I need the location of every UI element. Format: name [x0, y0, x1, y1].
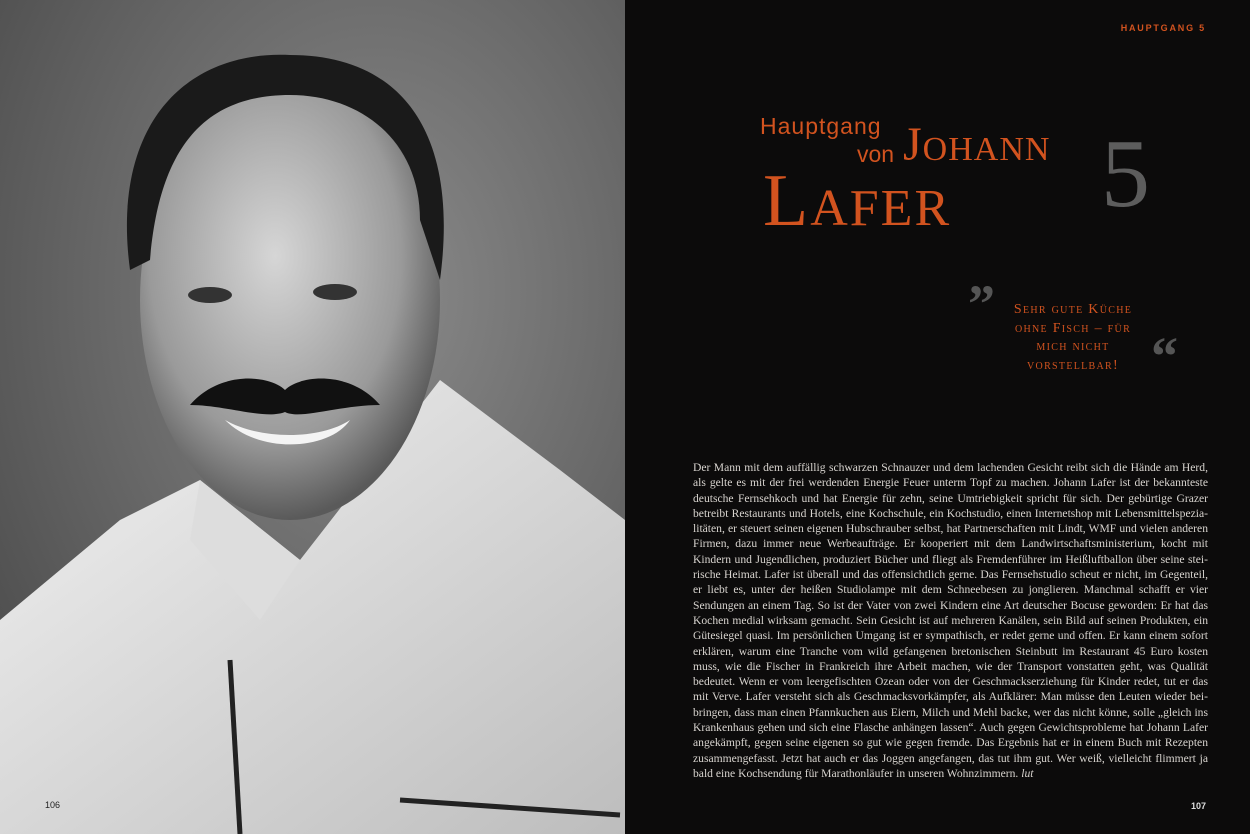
- author-initials: lut: [1021, 766, 1034, 780]
- page-number-right: 107: [1190, 801, 1206, 811]
- body-text: Der Mann mit dem auffällig schwarzen Schnauzer und dem lachenden Gesicht reibt sich die Hände am Herd, als gelte es mit der frei werdenden Energie Feuer unterm Topf zu machen. Johann Lafer ist der bekannteste deutsche Fernsehkoch und hat Energie für zehn, seine Umtriebigkeit spricht für sich. Der gebürtige Grazer betreibt Restaurants und Hotels, eine Kochschule, ein Kochstudio, einen Internetshop mit Lebensmittelspezialitäten, er steuert seinen eigenen Hubschrauber selbst, hat Partnerschaften mit Lindt, WMF und vielen anderen Firmen, dazu immer neue Werbeaufträge. Er kooperiert mit dem Landwirtschaftsministerium, kocht mit Kindern und Jugendlichen, produziert Bücher und fliegt als Fremdenführer im Heißluftballon über seine steirische Heimat. Lafer ist überall und das offensichtlich gerne. Das Fernsehstudio scheut er nicht, im Gegenteil, er liebt es, unter der heißen Studiolampe mit dem Schneebesen zu jonglieren. Manchmal schafft er vier Sendungen an einem Tag. So ist der Vater von zwei Kindern eine Art deutscher Bocuse geworden: Er hat das Kochen medial wirksam gemacht. Sein Gesicht ist auf mehreren Kanälen, sein Bild auf seinen Produkten, ein Gütesiegel quasi. Im persönlichen Umgang ist er sympathisch, er redet gerne und offen. Er kann einem sofort erklären, warum eine Tranche vom wild gefangenen bretonischen Steinbutt im Restaurant 45 Euro kosten muss, wie die Fischer in Frankreich ihre Arbeit machen, wie der Transport vonstatten geht, was Qualität bedeutet. Wenn er vom leergefischten Ozean oder von der Geschmackserziehung für Kinder redet, tut er das mit Verve. Lafer versteht sich als Geschmacksvorkämpfer, als Aufklärer: Man müsse den Leuten wieder beibringen, dass man einen Pfannkuchen aus Eiern, Milch und Mehl backe, wer das nicht könne, solle „gleich ins Krankenhaus gehen und sich eine Flasche anhängen lassen“. Auch gegen Gewichtsprobleme hat Johann Lafer angekämpft, gegen seine eigenen so gut wie gegen fremde. Das Ergebnis hat er in einem Buch mit Rezepten zusammengefasst. Jetzt hat auch er das Joggen angefangen, das tut ihm gut. Wer weiß, vielleicht flimmert ja bald eine Kochsendung für Marathonläufer in unseren Wohnzimmern.: [693, 461, 1208, 780]
- article-page: [625, 0, 1250, 834]
- title-von: von: [857, 141, 895, 167]
- title-last-name: Lafer: [763, 160, 952, 242]
- running-header: HAUPTGANG 5: [1120, 23, 1206, 33]
- pull-quote: Sehr gute Küche ohne Fisch – für mich nicht vorstellbar!: [1013, 302, 1133, 373]
- close-quote-mark: “: [1151, 326, 1178, 386]
- page-number-left: 106: [45, 800, 61, 810]
- course-number: 5: [1101, 120, 1150, 228]
- title-first-name: Johann: [903, 118, 1051, 171]
- article-body: [693, 460, 1208, 781]
- title-hauptgang: Hauptgang: [760, 113, 882, 139]
- open-quote-mark: ”: [968, 274, 995, 334]
